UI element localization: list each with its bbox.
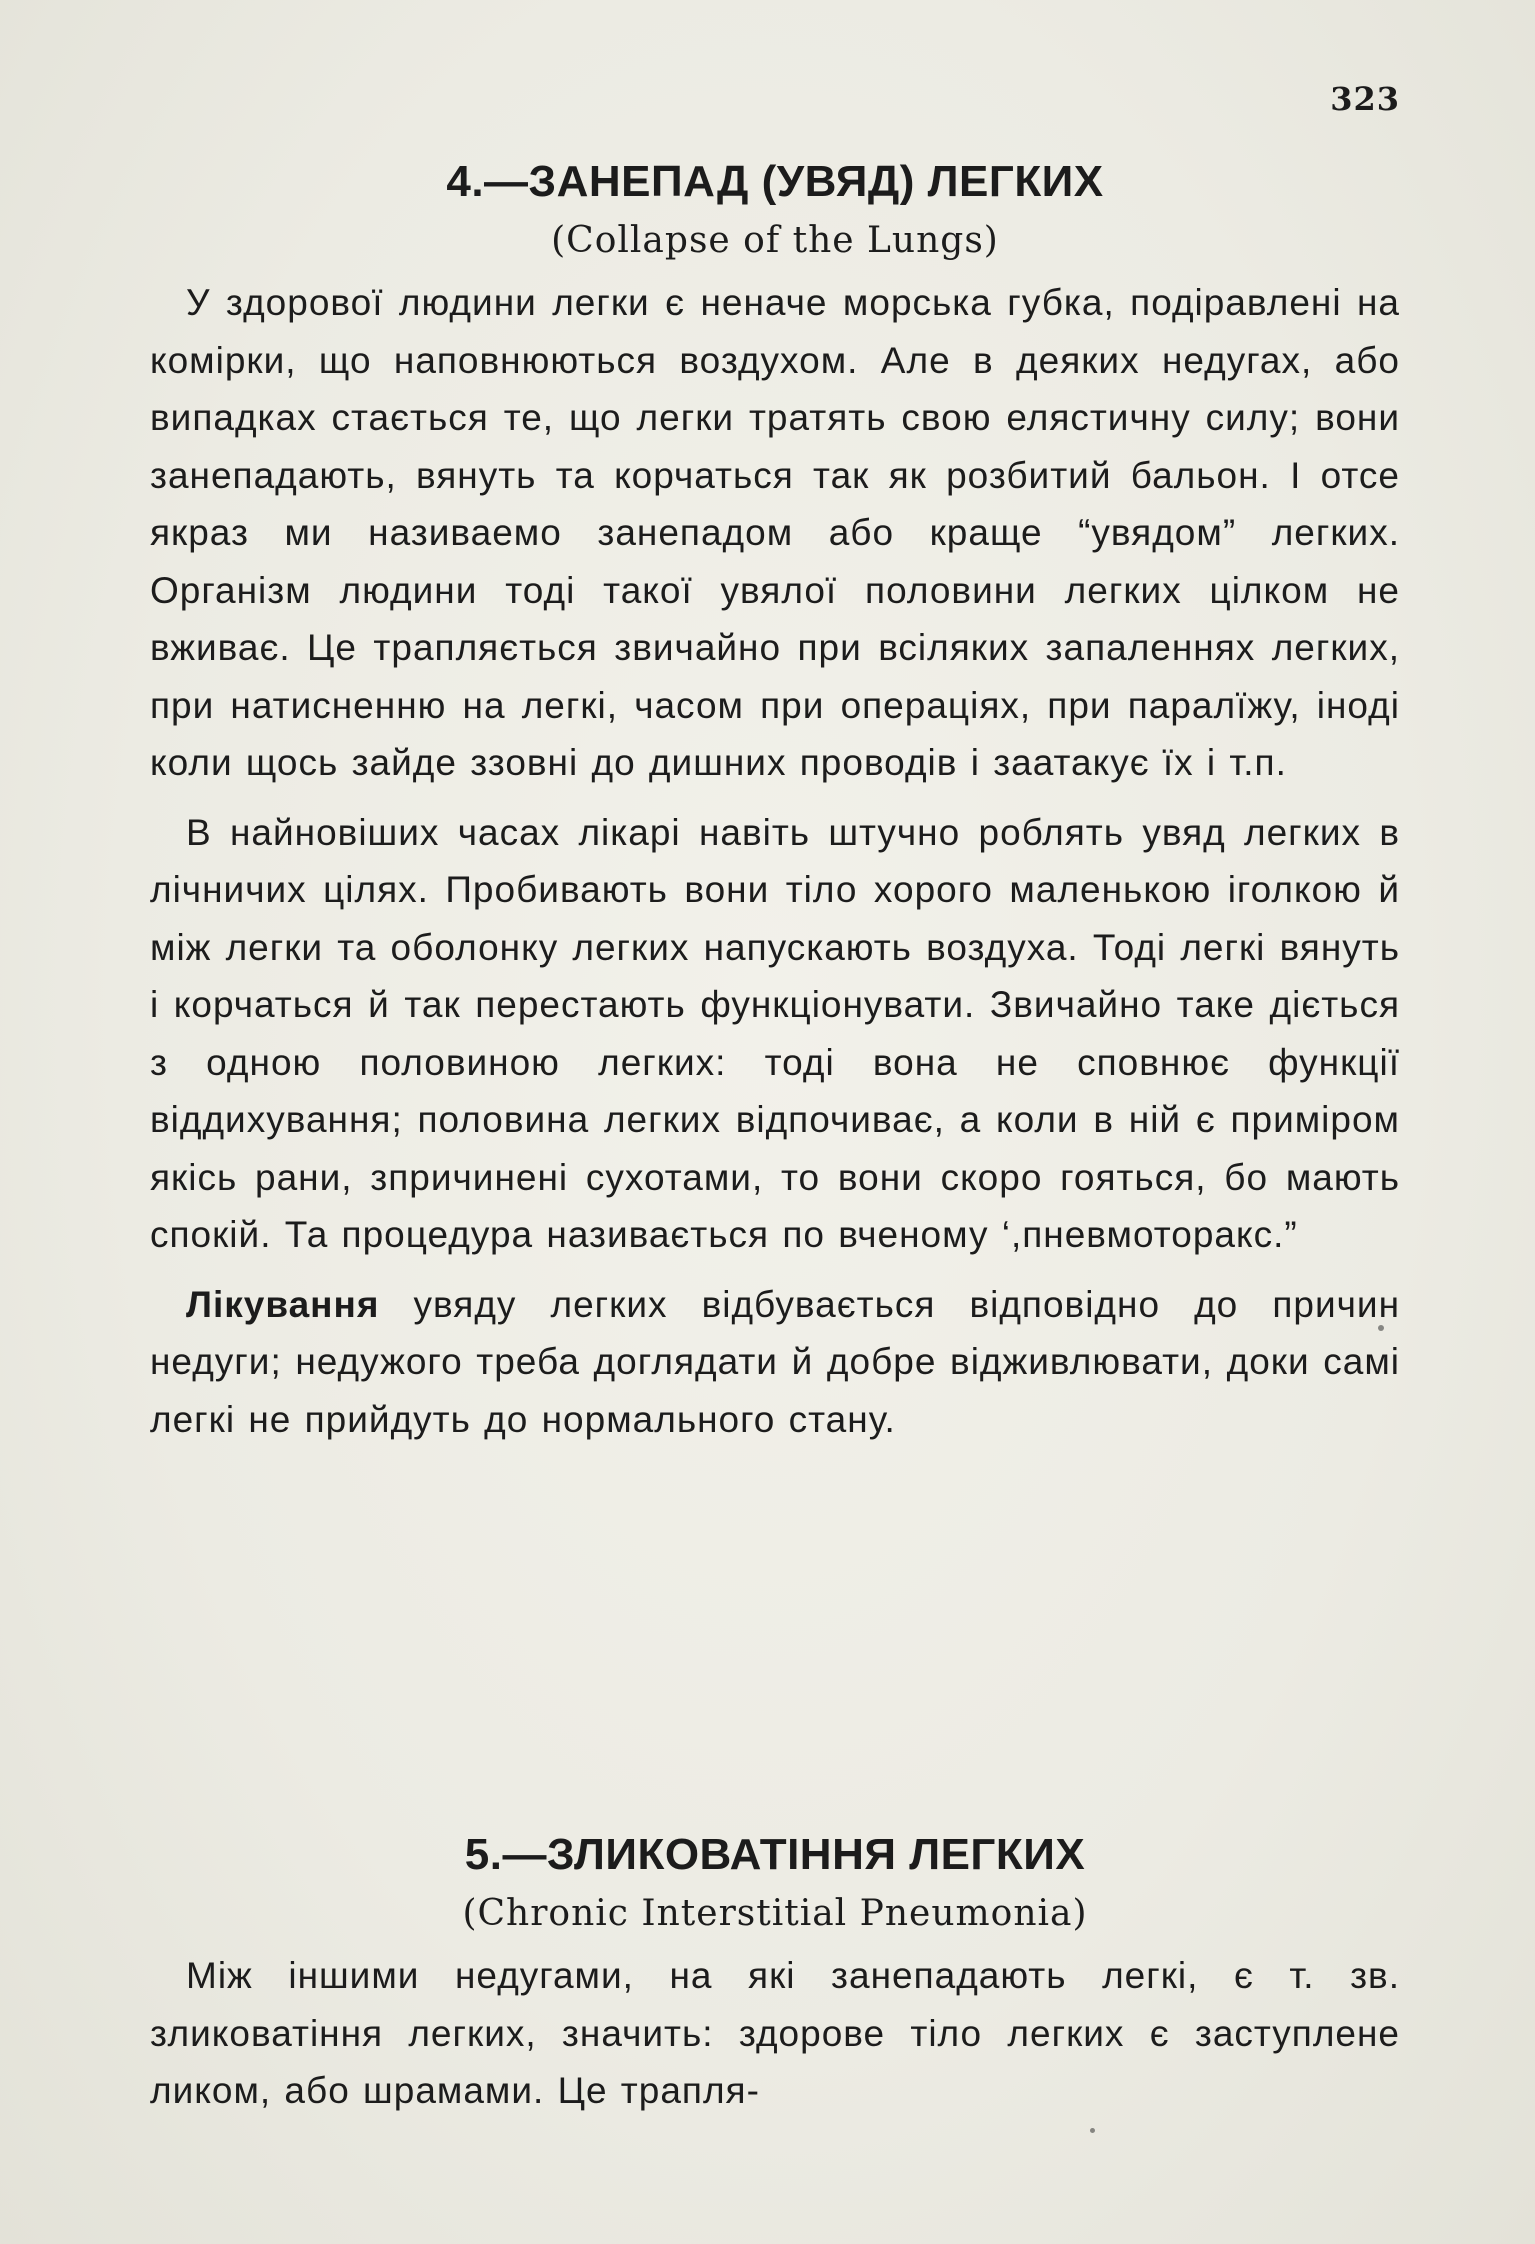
section-subheading: (Chronic Interstitial Pneumonia) bbox=[462, 1893, 1088, 1934]
page-number: 323 bbox=[1330, 80, 1400, 118]
section-subheading: (Collapse of the Lungs) bbox=[551, 220, 999, 261]
section-heading: 4.—ЗАНЕПАД (УВЯД) ЛЕГКИХ bbox=[446, 157, 1104, 206]
section-interstitial-pneumonia bbox=[150, 1825, 1400, 2120]
section-heading: 5.—ЗЛИКОВАТІННЯ ЛЕГКИХ bbox=[464, 1830, 1086, 1879]
treatment-paragraph bbox=[150, 1276, 1400, 1449]
section-lung-collapse bbox=[150, 152, 1400, 1448]
ink-speck bbox=[1378, 1325, 1384, 1331]
body-paragraph: Між іншими недугами, на які занепадають легкі, є т. зв. зликоватіння легких, значить: здорове тіло легких є заступлене ликом, або шрамами. Це трапля- bbox=[150, 1955, 1400, 2111]
ink-speck bbox=[1090, 2128, 1095, 2133]
treatment-text: увяду легких відбувається відповідно до причин недуги; недужого треба доглядати й добре відживлювати, доки самі легкі не прийдуть до нормального стану. bbox=[150, 1283, 1400, 1440]
treatment-term: Лікування bbox=[186, 1283, 380, 1325]
body-paragraph: В найновіших часах лікарі навіть штучно роблять увяд легких в лічничих цілях. Пробивають вони тіло хорого маленькою іголкою й між легки та оболонку легких напускають воздуха. Тоді легкі вянуть і корчаться й так перестають функціонувати. Звичайно таке діється з одною половиною легких: тоді вона не сповнює функції віддихування; половина легких відпочиває, а коли в ній є приміром якісь рани, зпричинені сухотами, то вони скоро гояться, бо мають спокій. Та процедура називається по вченому ‘,пневмоторакс.” bbox=[150, 811, 1400, 1255]
body-paragraph: У здорової людини легки є неначе морська губка, подіравлені на комірки, що наповнюються воздухом. Але в деяких недугах, або випадках стається те, що легки тратять свою елястичну силу; вони занепадають, вянуть та корчаться так як розбитий бальон. І отсе якраз ми називаемо занепадом або краще “увядом” легких. Організм людини тоді такої увялої половини легких цілком не вживає. Це трапляється звичайно при всіляких запаленнях легких, при натисненню на легкі, часом при операціях, при паралїжу, іноді коли щось зайде ззовні до дишних проводів і заатакує їх і т.п. bbox=[150, 282, 1400, 783]
